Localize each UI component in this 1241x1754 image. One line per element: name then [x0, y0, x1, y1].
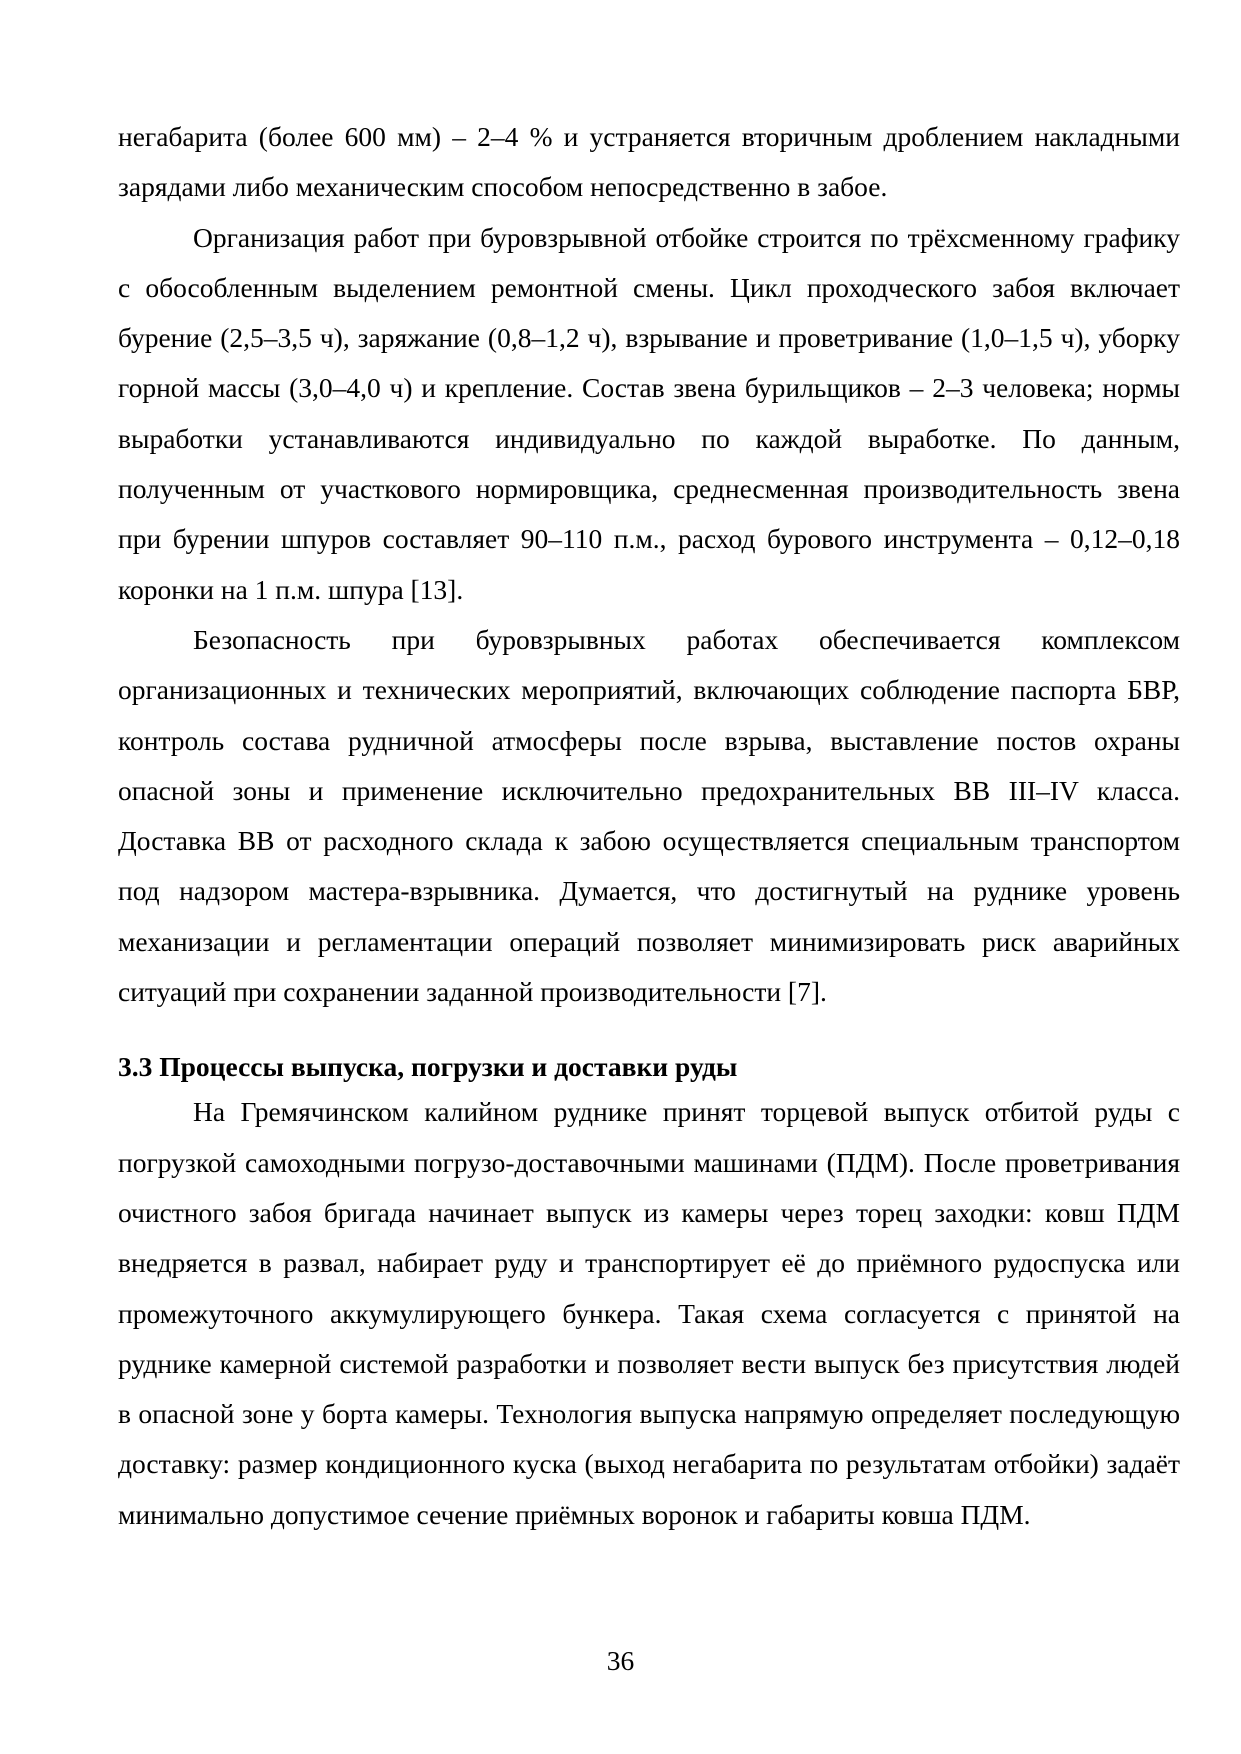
document-page-body	[118, 112, 1180, 1540]
paragraph-oversize-fragmentation: негабарита (более 600 мм) – 2–4 % и устраняется вторичным дроблением накладными зарядами либо механическим способом непосредственно в забое.	[118, 121, 1180, 203]
paragraph-work-organization: Организация работ при буровзрывной отбойке строится по трёхсменному графику с обособленным выделением ремонтной смены. Цикл проходческого забоя включает бурение (2,5–3,5 ч), заряжание (0,8–1,2 ч), взрывание и проветривание (1,0–1,5 ч), уборку горной массы (3,0–4,0 ч) и крепление. Состав звена бурильщиков – 2–3 человека; нормы выработки устанавливаются индивидуально по каждой выработке. По данным, полученным от участкового нормировщика, среднесменная производительность звена при бурении шпуров составляет 90–110 п.м., расход бурового инструмента – 0,12–0,18 коронки на 1 п.м. шпура [13].	[118, 221, 1180, 605]
page-number: 36	[606, 1645, 635, 1676]
paragraph-blasting-safety: Безопасность при буровзрывных работах обеспечивается комплексом организационных и технических мероприятий, включающих соблюдение паспорта БВР, контроль состава рудничной атмосферы после взрыва, выставление постов охраны опасной зоны и применение исключительно предохранительных ВВ III–IV класса. Доставка ВВ от расходного склада к забою осуществляется специальным транспортом под надзором мастера-взрывника. Думается, что достигнутый на руднике уровень механизации и регламентации операций позволяет минимизировать риск аварийных ситуаций при сохранении заданной производительности [7].	[118, 623, 1180, 1008]
section-heading-3-3: 3.3 Процессы выпуска, погрузки и доставки руды	[118, 1051, 738, 1083]
paragraph-ore-draw-loading: На Гремячинском калийном руднике принят торцевой выпуск отбитой руды с погрузкой самоходными погрузо-доставочными машинами (ПДМ). После проветривания очистного забоя бригада начинает выпуск из камеры через торец заходки: ковш ПДМ внедряется в развал, набирает руду и транспортирует её до приёмного рудоспуска или промежуточного аккумулирующего бункера. Такая схема согласуется с принятой на руднике камерной системой разработки и позволяет вести выпуск без присутствия людей в опасной зоне у борта камеры. Технология выпуска напрямую определяет последующую доставку: размер кондиционного куска (выход негабарита по результатам отбойки) задаёт минимально допустимое сечение приёмных воронок и габариты ковша ПДМ.	[118, 1096, 1180, 1530]
